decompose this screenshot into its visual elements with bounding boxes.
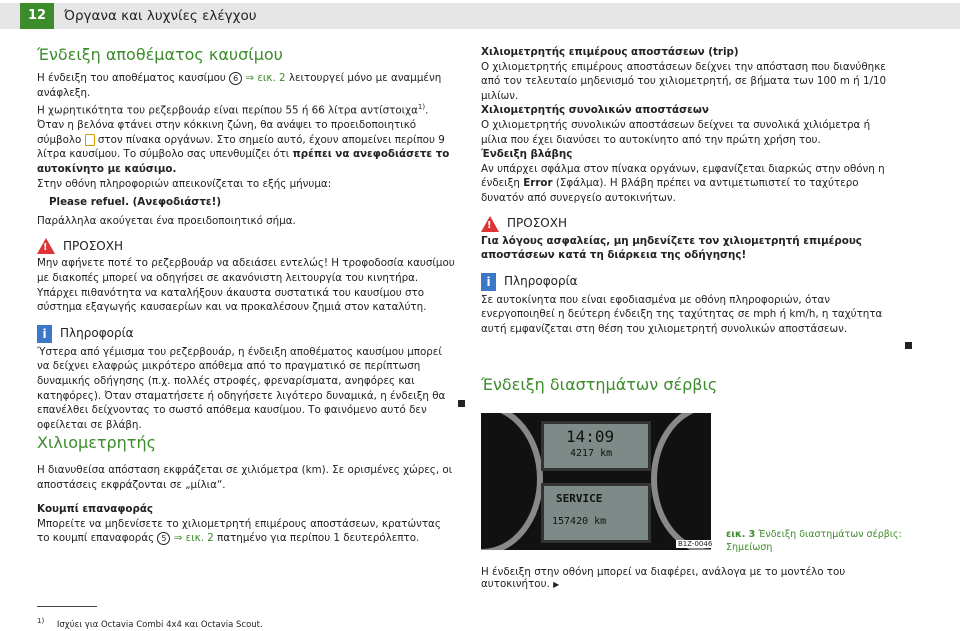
page-number: 12	[20, 3, 54, 29]
callout-6: 6	[229, 72, 242, 85]
total-text: Ο χιλιομετρητής συνολικών αποστάσεων δείχνει τα συνολικά χιλιόμετρα ή μίλια που έχει διανύσει το αυτοκίνητο από την πρώτη χρήση του.	[481, 118, 871, 146]
info-title-2: Πληροφορία	[504, 274, 578, 289]
odometer-section	[37, 433, 455, 546]
fault-title: Ένδειξη βλάβης	[481, 148, 573, 161]
fuel-p2-text: Η χωρητικότητα του ρεζερβουάρ είναι περίπου 55 ή 66 λίτρα αντίστοιχα	[37, 104, 418, 117]
continue-arrow-icon: ▶	[553, 580, 560, 589]
fuel-p2-text-3: στον πίνακα οργάνων. Στο σημείο αυτό, έχουν απομείνει περίπου 9 λίτρα καυσίμου. Το σύμβολο σας υπενθυμίζει ότι	[37, 133, 445, 161]
section-end-mark	[458, 400, 465, 407]
lcd-time: 14:09	[566, 427, 615, 446]
warning-text-2-bold: Για λόγους ασφαλείας, μη μηδενίζετε τον χιλιομετρητή επιμέρους αποστάσεων κατά τη διάρκεια της οδήγησης!	[481, 234, 862, 262]
fuel-p1-text-2: λειτουργεί μόνο με αναμμένη ανάφλεξη.	[37, 72, 442, 99]
footnote-marker: 1)	[417, 103, 426, 112]
fuel-section-title: Ένδειξη αποθέματος καυσίμου	[37, 45, 283, 64]
footnote-text: Ισχύει για Octavia Combi 4x4 και Octavia Scout.	[56, 619, 263, 630]
service-body	[481, 566, 901, 590]
fuel-p1-text: Η ένδειξη του αποθέματος καυσίμου	[37, 72, 230, 84]
service-body-text: Η ένδειξη στην οθόνη μπορεί να διαφέρει, ανάλογα με το μοντέλο του αυτοκινήτου.	[481, 566, 846, 590]
lcd-km: 4217 km	[570, 448, 613, 459]
footnote-mark: 1)	[37, 617, 45, 625]
refuel-message-text: Please refuel. (Ανεφοδιάστε!)	[49, 196, 222, 209]
figure-caption	[726, 528, 906, 554]
callout-5: 5	[157, 532, 170, 545]
lcd-bottom	[541, 483, 651, 543]
instrument-cluster-figure	[481, 413, 711, 550]
fault-text-a: Αν υπάρχει σφάλμα στον πίνακα οργάνων, εμφανίζεται διαρκώς στην οθόνη η ένδειξη	[481, 162, 885, 190]
reset-button-title: Κουμπί επαναφοράς	[37, 503, 154, 516]
odometer-title: Χιλιομετρητής	[37, 433, 156, 452]
total-title: Χιλιομετρητής συνολικών αποστάσεων	[481, 104, 709, 117]
reset-paragraph	[37, 517, 455, 546]
warning-title: ΠΡΟΣΟΧΗ	[63, 239, 123, 254]
lcd-top	[541, 421, 651, 471]
warning-title-2: ΠΡΟΣΟΧΗ	[507, 216, 567, 231]
figure-ref-link[interactable]: ⇒ εικ. 2	[245, 72, 286, 84]
reset-text-2: πατημένο για περίπου 1 δευτερόλεπτο.	[213, 532, 420, 545]
gauge-left	[481, 413, 543, 550]
footnote	[37, 617, 263, 630]
service-title: Ένδειξη διαστημάτων σέρβις	[481, 375, 718, 394]
info-icon: i	[481, 273, 496, 291]
left-column	[37, 45, 455, 432]
odometer-paragraph: Η διανυθείσα απόσταση εκφράζεται σε χιλιόμετρα (km). Σε ορισμένες χώρες, οι αποστάσεις εκφράζονται σε „μίλια“.	[37, 464, 453, 491]
warning-heading-2	[481, 216, 899, 232]
lcd-odo: 157420 km	[552, 516, 607, 527]
fault-text-bold: Error	[523, 177, 553, 190]
info-text: Ύστερα από γέμισμα του ρεζερβουάρ, η ένδειξη αποθέματος καυσίμου μπορεί να δείχνει ελαφρώς μικρότερο απόθεμα από το πραγματικό σε περίπτωση δυναμικής οδήγησης (π.χ. πολλές στροφές, φρεναρίσματα, ανηφόρες και κατηφόρες). Όταν σταματήσετε ή οδηγήσετε λιγότερο δυναμικά, η ένδειξη θα επανέλθει δείχνοντας το σωστό απόθεμα καυσίμου. Το φαινόμενο αυτό δεν οφείλεται σε βλάβη.	[37, 345, 446, 431]
fuel-pump-icon	[85, 134, 95, 146]
gauge-right	[651, 413, 711, 550]
warning-text-2	[481, 234, 899, 263]
info-text-2: Σε αυτοκίνητα που είναι εφοδιασμένα με οθόνη πληροφοριών, όταν ενεργοποιηθεί η δεύτερη ένδειξη της ταχύτητας σε mph ή km/h, η ταχύτητα αυτή εμφανίζεται στη θέση του χιλιομετρητή συνολικών αποστάσεων.	[481, 293, 883, 335]
figure-ref-link-2[interactable]: ⇒ εικ. 2	[173, 532, 214, 545]
section-end-mark-2	[905, 342, 912, 349]
figure-code: B1Z-0046	[678, 540, 713, 548]
warning-text: Μην αφήνετε ποτέ το ρεζερβουάρ να αδειάσει εντελώς! Η τροφοδοσία καυσίμου με διακοπές μπορεί να οδηγήσει σε ακανόνιστη λειτουργία του κινητήρα. Υπάρχει πιθανότητα να καταλήξουν άκαυστα συστατικά του καυσίμου στο σύστημα εξαγωγής καυσαερίων και να προκαλέσουν ζημιά στον καταλύτη.	[37, 257, 455, 314]
fuel-paragraph-1	[37, 71, 455, 100]
info-icon: i	[37, 325, 52, 343]
fuel-paragraph-5: Παράλληλα ακούγεται ένα προειδοποιητικό σήμα.	[37, 214, 296, 227]
info-title: Πληροφορία	[60, 326, 134, 341]
refuel-message	[37, 195, 455, 210]
chapter-title: Όργανα και λυχνίες ελέγχου	[64, 8, 257, 24]
warning-icon: !	[37, 238, 55, 254]
info-heading-2	[481, 273, 899, 291]
info-heading	[37, 325, 455, 343]
fuel-p2-text-2: . Όταν η βελόνα φτάνει στην κόκκινη ζώνη, θα ανάψει το προειδοποιητικό σύμβολο	[37, 104, 429, 146]
right-column	[481, 45, 899, 337]
fuel-paragraph-2	[37, 100, 455, 176]
caption-text: Ένδειξη διαστημάτων σέρβις: Σημείωση	[726, 529, 902, 553]
fault-text	[481, 162, 899, 206]
caption-label: εικ. 3	[726, 529, 756, 540]
warning-icon: !	[481, 216, 499, 232]
reset-text: Μπορείτε να μηδενίσετε το χιλιομετρητή επιμέρους αποστάσεων, κρατώντας το κουμπί επαναφοράς	[37, 517, 441, 545]
footnote-rule	[37, 606, 97, 607]
lcd-service: SERVICE	[556, 492, 603, 505]
trip-text: Ο χιλιομετρητής επιμέρους αποστάσεων δείχνει την απόσταση που διανύθηκε από τον τελευταίο μηδενισμό του χιλιομετρητή, σε βήματα των 100 m ή 1/10 μιλίων.	[481, 60, 887, 102]
warning-heading	[37, 238, 455, 254]
trip-title: Χιλιομετρητής επιμέρους αποστάσεων (trip)	[481, 46, 739, 58]
fault-text-b: (Σφάλμα). Η βλάβη πρέπει να αντιμετωπιστεί το ταχύτερο δυνατόν από συνεργείο αυτοκινήτων.	[481, 177, 859, 204]
fuel-p2-bold: πρέπει να ανεφοδιάσετε το αυτοκίνητο με καύσιμο.	[37, 148, 450, 175]
fuel-paragraph-3: Στην οθόνη πληροφοριών απεικονίζεται το εξής μήνυμα:	[37, 177, 332, 190]
